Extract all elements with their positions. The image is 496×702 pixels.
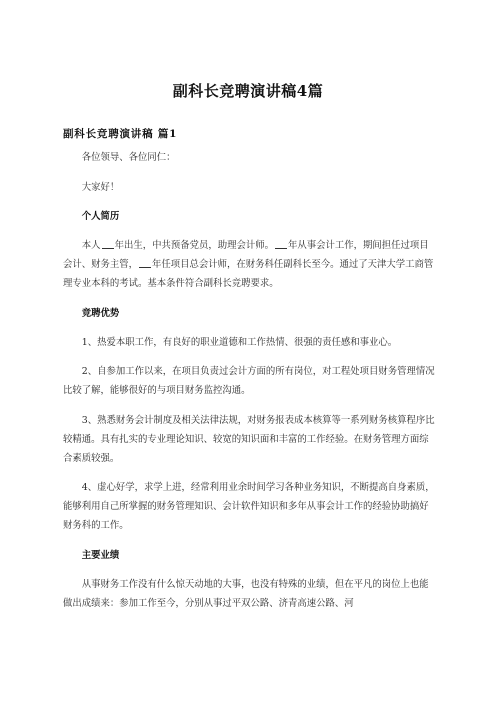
blank-underline xyxy=(139,257,151,268)
document-title: 副科长竞聘演讲稿4篇 xyxy=(172,82,324,100)
resume-text-3: 年从事会计工作，期间担任过项目会计、财务主管， xyxy=(63,240,429,270)
achievements-paragraph: 从事财务工作没有什么惊天动地的大事，也没有特殊的业绩，但在平凡的岗位上也能做出成绩来：参加工作至今，分别从事过平双公路、济青高速公路、河 xyxy=(63,578,429,609)
blank-underline xyxy=(102,238,114,249)
advantage-item-2: 2、自参加工作以来，在项目负责过会计方面的所有岗位，对工程处项目财务管理情况比较了解，能够很好的与项目财务监控沟通。 xyxy=(63,366,435,396)
advantage-item-1: 1、热爱本职工作，有良好的职业道德和工作热情、很强的责任感和事业心。 xyxy=(81,336,398,348)
heading-resume: 个人简历 xyxy=(81,211,120,222)
blank-underline xyxy=(275,238,287,249)
resume-text-1: 本人 xyxy=(81,240,101,251)
advantage-item-4: 4、虚心好学，求学上进，经常利用业余时间学习各种业务知识，不断提高自身素质，能够利用自己所掌握的财务管理知识、会计软件知识和多年从事会计工作的经验协助搞好财务科的工作。 xyxy=(63,482,435,531)
heading-achievements: 主要业绩 xyxy=(81,549,120,561)
advantage-item-3: 3、熟悉财务会计制度及相关法律法规，对财务报表成本核算等一系列财务核算程序比较精通。具有扎实的专业理论知识、较宽的知识面和丰富的工作经验。在财务管理方面综合素质较强。 xyxy=(63,414,435,464)
resume-text-2: 年出生，中共预备党员，助理会计师。 xyxy=(114,240,274,251)
heading-advantages: 竞聘优势 xyxy=(81,307,120,319)
resume-text-4: 年任项目总会计师，在财务科任副科长至今。通过了天津大学工商管理专业本科的考试。基本条件符合副科长竞聘要求。 xyxy=(63,259,434,289)
document-body xyxy=(63,148,435,623)
section-title: 副科长竞聘演讲稿 篇1 xyxy=(63,128,178,140)
greeting-paragraph: 各位领导、各位同仁： xyxy=(81,152,176,163)
salutation-paragraph: 大家好！ xyxy=(81,181,120,193)
resume-paragraph xyxy=(63,236,435,293)
